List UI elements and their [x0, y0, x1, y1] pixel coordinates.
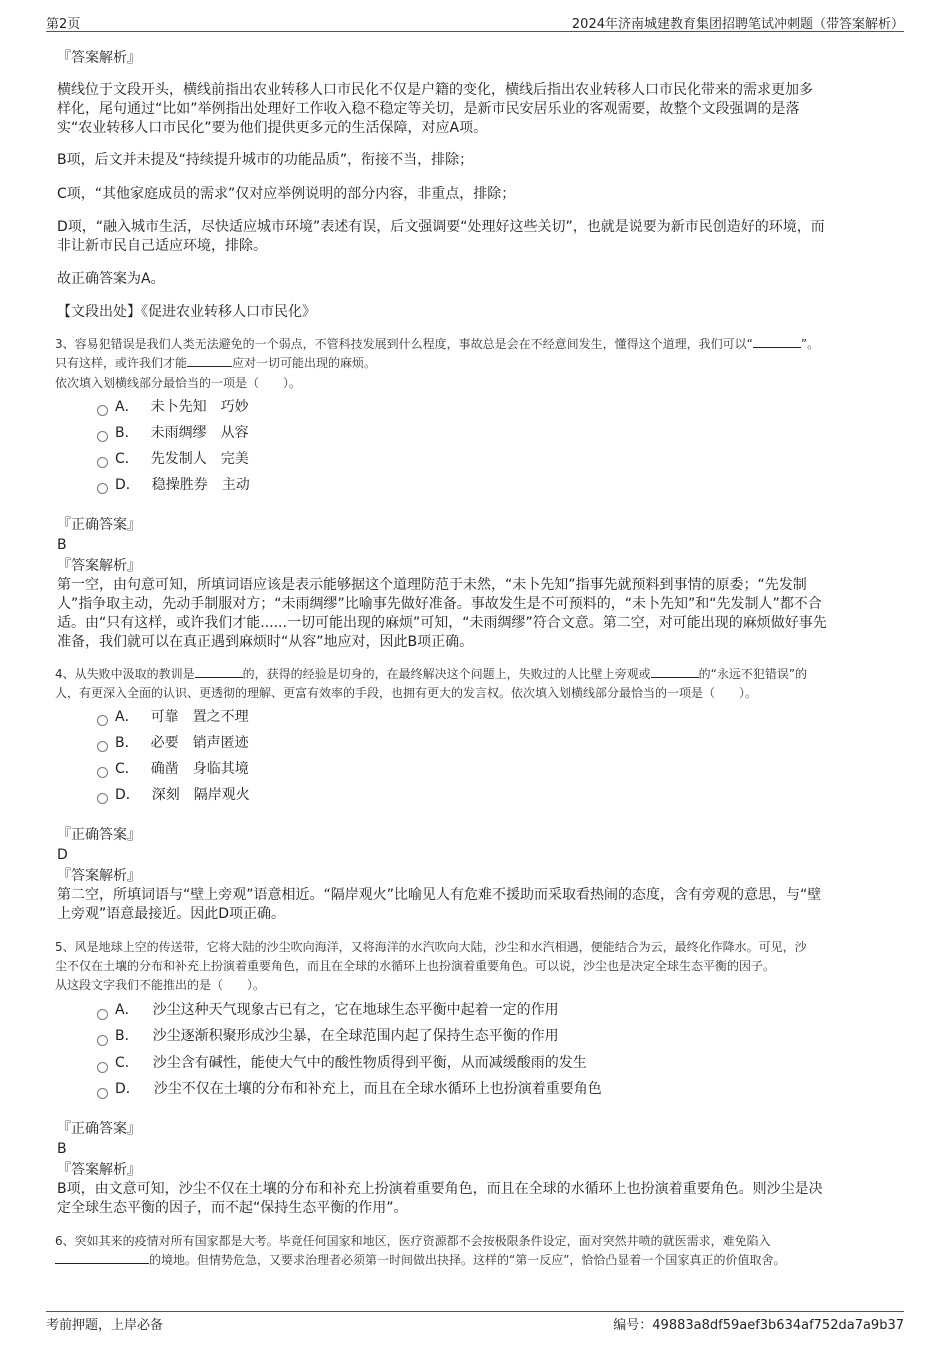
option-letter: A． [115, 1002, 139, 1018]
q2-conclusion: 故正确答案为A。 [57, 271, 165, 287]
footer-divider [46, 1311, 904, 1312]
option-text: 沙尘这种天气现象古已有之，它在地球生态平衡中起着一定的作用 [152, 1002, 559, 1018]
q2-analysis-line: 横线位于文段开头，横线前指出农业转移人口市民化不仅是户籍的变化，横线后指出农业转移人口市民化带来的需求更加多 [57, 82, 813, 98]
q4-analysis-label: 『答案解析』 [57, 868, 141, 884]
q4-option-c[interactable] [115, 759, 249, 779]
q5-answer: B [57, 1141, 67, 1157]
q3-stem-line [55, 354, 376, 373]
q4-option-a-radio[interactable] [97, 715, 108, 726]
q4-stem-text: 的“永远不犯错误”的 [698, 667, 808, 681]
q5-answer-label: 『正确答案』 [57, 1121, 141, 1137]
option-text: 深刻 隔岸观火 [151, 787, 250, 803]
q2-analysis-label: 『答案解析』 [57, 50, 141, 66]
q5-option-c-radio[interactable] [97, 1062, 108, 1073]
q4-option-d-radio[interactable] [97, 793, 108, 804]
fill-blank [55, 1251, 149, 1264]
option-letter: C． [115, 761, 139, 777]
document-code [613, 1314, 904, 1333]
q5-analysis-label: 『答案解析』 [57, 1162, 141, 1178]
fill-blank [753, 335, 801, 348]
q3-answer: B [57, 537, 67, 553]
q4-stem-line [55, 665, 807, 684]
q3-option-b-radio[interactable] [97, 431, 108, 442]
q3-option-d[interactable] [115, 475, 250, 495]
q3-answer-label: 『正确答案』 [57, 517, 141, 533]
q3-analysis-line: 准备，我们就可以在真正遇到麻烦时“从容”地应对，因此B项正确。 [57, 634, 474, 650]
q4-answer-label: 『正确答案』 [57, 827, 141, 843]
q4-option-d[interactable] [115, 785, 250, 805]
option-text: 必要 销声匿迹 [150, 735, 249, 751]
q6-stem-text: 的境地。但情势危急，又要求治理者必须第一时间做出抉择。这样的“第一反应”，恰恰凸显着一个国家真正的价值取舍。 [149, 1253, 786, 1267]
q3-option-a-radio[interactable] [97, 405, 108, 416]
option-text: 沙尘逐渐积聚形成沙尘暴，在全球范围内起了保持生态平衡的作用 [152, 1028, 559, 1044]
option-text: 稳操胜券 主动 [151, 477, 250, 493]
q3-analysis-line: 适。由“只有这样，或许我们才能......一切可能出现的麻烦”可知，“未雨绸缪”符合文意。第二空，对可能出现的麻烦做好事先 [57, 615, 827, 631]
q5-option-b[interactable] [115, 1026, 559, 1046]
option-letter: D． [115, 787, 140, 803]
q5-analysis-line: 定全球生态平衡的因子，而不起“保持生态平衡的作用”。 [57, 1200, 408, 1216]
q3-option-c-radio[interactable] [97, 457, 108, 468]
option-text: 未雨绸缪 从容 [150, 425, 249, 441]
q2-source: 【文段出处】《促进农业转移人口市民化》 [57, 304, 316, 320]
option-text: 未卜先知 巧妙 [150, 399, 249, 415]
q4-analysis-line: 上旁观”语意最接近。因此D项正确。 [57, 906, 286, 922]
q3-option-d-radio[interactable] [97, 483, 108, 494]
q2-analysis-d: D项，“融入城市生活，尽快适应城市环境”表述有误，后文强调要“处理好这些关切”，也就是说要为新市民创造好的环境，而 [57, 219, 825, 235]
q2-analysis-line: 样化，尾句通过“比如”举例指出处理好工作收入稳不稳定等关切，是新市民安居乐业的客观需要，故整个文段强调的是落 [57, 101, 800, 117]
q5-prompt: 从这段文字我们不能推出的是（ ）。 [55, 978, 266, 992]
q2-analysis-b: B项，后文并未提及“持续提升城市的功能品质”，衔接不当，排除； [57, 152, 474, 168]
q4-stem-text: 4、从失败中汲取的教训是 [55, 667, 195, 681]
option-letter: B． [115, 1028, 139, 1044]
q3-option-b[interactable] [115, 423, 249, 443]
q3-stem-text: ”。 [800, 337, 820, 351]
option-text: 沙尘不仅在土壤的分布和补充上，而且在全球水循环上也扮演着重要角色 [153, 1081, 602, 1097]
option-text: 沙尘含有碱性，能使大气中的酸性物质得到平衡，从而减缓酸雨的发生 [152, 1055, 587, 1071]
q5-option-d[interactable] [115, 1079, 602, 1099]
option-letter: C． [115, 1055, 139, 1071]
q3-option-c[interactable] [115, 449, 249, 469]
code-value: 49883a8df59aef3b634af752da7a9b37 [652, 1318, 904, 1333]
q4-option-b[interactable] [115, 733, 249, 753]
q6-stem-line: 6、突如其来的疫情对所有国家都是大考。毕竟任何国家和地区，医疗资源都不会按极限条件设定，面对突然井喷的就医需求，难免陷入 [55, 1234, 771, 1248]
q4-option-c-radio[interactable] [97, 767, 108, 778]
q4-answer: D [57, 847, 68, 863]
q4-analysis-line: 第二空，所填词语与“壁上旁观”语意相近。“隔岸观火”比喻见人有危难不援助而采取看热闹的态度，含有旁观的意思，与“壁 [57, 887, 822, 903]
option-letter: A． [115, 399, 139, 415]
option-letter: B． [115, 735, 139, 751]
q3-option-a[interactable] [115, 397, 249, 417]
option-letter: D． [115, 1081, 140, 1097]
q5-option-d-radio[interactable] [97, 1088, 108, 1099]
option-letter: C． [115, 451, 139, 467]
q5-option-c[interactable] [115, 1053, 587, 1073]
code-label: 编号： [613, 1318, 653, 1333]
option-letter: A． [115, 709, 139, 725]
option-text: 确凿 身临其境 [150, 761, 249, 777]
q5-option-a[interactable] [115, 1000, 559, 1020]
q3-stem-text: 应对一切可能出现的麻烦。 [232, 356, 377, 370]
q2-analysis-c: C项，“其他家庭成员的需求”仅对应举例说明的部分内容，非重点，排除； [57, 186, 516, 202]
q3-analysis-label: 『答案解析』 [57, 558, 141, 574]
header-divider [46, 31, 904, 32]
document-title: 2024年济南城建教育集团招聘笔试冲刺题（带答案解析） [571, 17, 904, 32]
q5-analysis-line: B项，由文意可知，沙尘不仅在土壤的分布和补充上扮演着重要角色，而且在全球的水循环上也扮演着重要角色。则沙尘是决 [57, 1181, 823, 1197]
q2-analysis-d: 非让新市民自己适应环境，排除。 [57, 238, 267, 254]
option-text: 可靠 置之不理 [150, 709, 249, 725]
fill-blank [187, 354, 232, 367]
q5-stem-line: 尘不仅在土壤的分布和补充上扮演着重要角色，而且在全球的水循环上也扮演着重要角色。可以说，沙尘也是决定全球生态平衡的因子。 [55, 959, 776, 973]
q6-stem-line [55, 1251, 785, 1270]
q3-prompt: 依次填入划横线部分最恰当的一项是（ ）。 [55, 376, 302, 390]
option-letter: B． [115, 425, 139, 441]
q5-stem-line: 5、风是地球上空的传送带，它将大陆的沙尘吹向海洋，又将海洋的水汽吹向大陆，沙尘和水汽相遇，便能结合为云，最终化作降水。可见，沙 [55, 940, 807, 954]
q3-stem-line [55, 335, 819, 354]
q4-stem-line: 人，有更深入全面的认识、更透彻的理解、更富有效率的手段，也拥有更大的发言权。依次填入划横线部分最恰当的一项是（ ）。 [55, 686, 758, 700]
footer-slogan: 考前押题，上岸必备 [46, 1318, 164, 1333]
option-letter: D． [115, 477, 140, 493]
page-number: 第2页 [46, 17, 81, 32]
q4-option-b-radio[interactable] [97, 741, 108, 752]
q5-option-a-radio[interactable] [97, 1009, 108, 1020]
fill-blank [651, 665, 699, 678]
fill-blank [195, 665, 243, 678]
q2-analysis-line: 实“农业转移人口市民化”要为他们提供更多元的生活保障，对应A项。 [57, 120, 488, 136]
q3-stem-text: 只有这样，或许我们才能 [55, 356, 188, 370]
q5-option-b-radio[interactable] [97, 1035, 108, 1046]
page-header [46, 13, 904, 31]
option-text: 先发制人 完美 [150, 451, 249, 467]
q4-stem-text: 的，获得的经验是切身的，在最终解决这个问题上，失败过的人比壁上旁观或 [242, 667, 651, 681]
q3-analysis-line: 第一空，由句意可知，所填词语应该是表示能够据这个道理防范于未然，“未卜先知”指事先就预料到事情的原委；“先发制 [57, 577, 807, 593]
q3-analysis-line: 人”指争取主动，先动手制服对方；“未雨绸缪”比喻事先做好准备。事故发生是不可预料的，“未卜先知”和“先发制人”都不合 [57, 596, 822, 612]
q3-stem-text: 3、容易犯错误是我们人类无法避免的一个弱点，不管科技发展到什么程度，事故总是会在不经意间发生，懂得这个道理，我们可以“ [55, 337, 753, 351]
q4-option-a[interactable] [115, 707, 249, 727]
